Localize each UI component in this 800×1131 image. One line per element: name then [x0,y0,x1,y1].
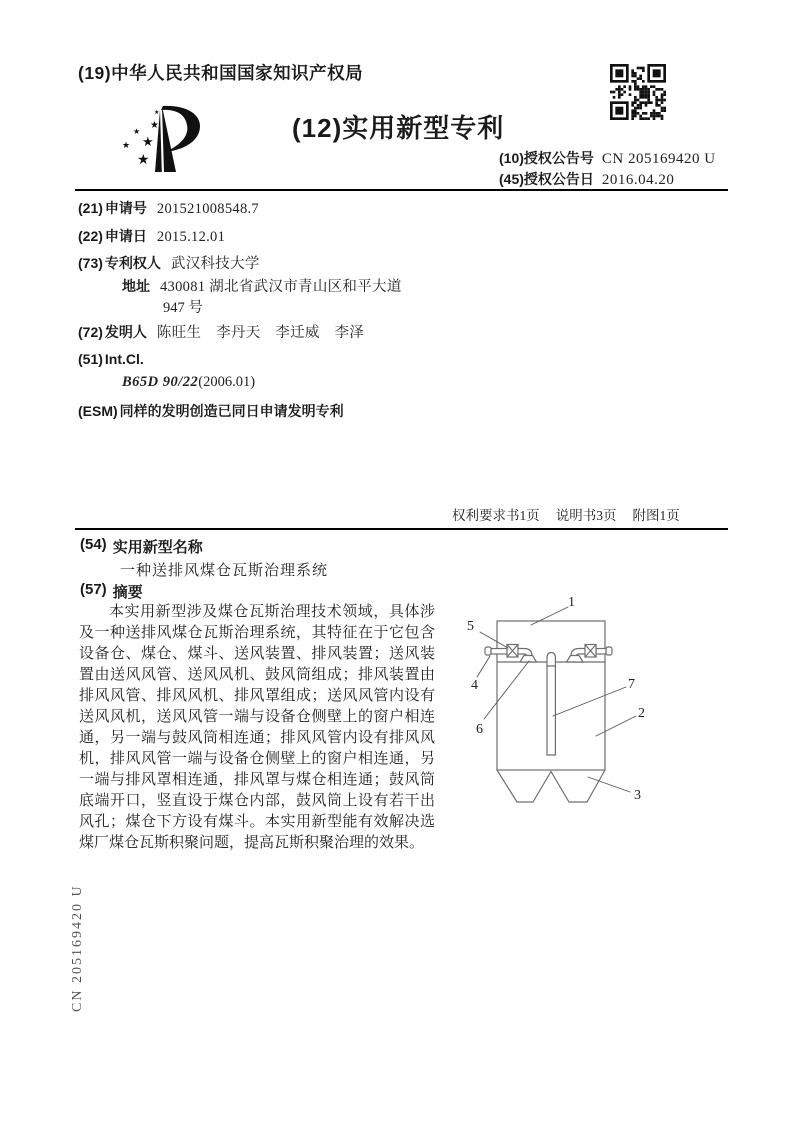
section-54-heading [80,536,203,557]
field-value: 201521008548.7 [156,201,259,217]
publication-number-line [499,148,716,168]
publication-date-line [499,169,674,189]
field-inventors [78,321,364,342]
field-label: 申请号 [104,200,147,216]
ipc-code: B65D 90/22 [122,374,199,390]
field-num: (73) [78,255,103,271]
section-divider [75,528,728,530]
ipc-version: (2006.01) [198,374,256,390]
field-num: (21) [78,200,103,216]
svg-text:★: ★ [154,110,160,116]
pub-number-label: 授权公告号 [523,150,594,166]
figure-label-2: 2 [638,706,645,721]
claims-pages: 权利要求书1页 [452,508,540,523]
field-address-line2 [163,296,203,317]
field-label: 同样的发明创造已同日申请发明专利 [119,403,344,419]
section-57-heading [80,581,143,602]
field-value: 430081 湖北省武汉市青山区和平大道 [160,279,402,295]
field-value: 陈旺生 李丹天 李迁威 李泽 [156,325,365,341]
figure-label-6: 6 [476,722,483,737]
field-value: 947 号 [163,300,203,316]
section-num: (57) [80,581,107,598]
figure-label-3: 3 [634,788,641,803]
svg-text:★: ★ [142,134,154,149]
pub-date-label: 授权公告日 [523,171,594,187]
figure-label-7: 7 [628,677,635,692]
figure-label-5: 5 [467,619,474,634]
office-name: 中华人民共和国国家知识产权局 [111,63,364,83]
field-label: 专利权人 [104,255,161,271]
pub-number-value: CN 205169420 U [601,151,716,167]
office-num: (19) [78,63,112,83]
pub-date-value: 2016.04.20 [601,172,675,188]
figure-label-4: 4 [471,678,478,693]
sidebar-doc-id: CN 205169420 U [70,884,85,1012]
field-num: (22) [78,228,103,244]
blow-tube [547,653,555,756]
pub-number-num: (10) [499,150,524,166]
field-label: 发明人 [104,324,147,340]
figure-label-1: 1 [568,595,575,610]
svg-text:★: ★ [122,140,131,150]
section-label: 摘要 [112,584,143,601]
patent-office-line [78,60,363,85]
abstract-text: 本实用新型涉及煤仓瓦斯治理技术领域，具体涉及一种送排风煤仓瓦斯治理系统，其特征在于它包含设备仓、煤仓、煤斗、送风装置、排风装置；送风装置由送风风管、送风风机、鼓风筒组成；排风装置由排风风管、排风风机、排风罩组成；送风风管内设有送风风机，送风风管一端与设备仓侧壁上的窗户相连通，另一端与鼓风筒相连通；排风风管内设有排风风机，排风风管一端与设备仓侧壁上的窗户相连通，另一端与排风罩相连通，排风罩与煤仓相连通；鼓风筒底端开口，竖直设于煤仓内部，鼓风筒上设有若干出风孔；煤仓下方设有煤斗。本实用新型能有效解决选煤厂煤仓瓦斯积聚问题，提高瓦斯积聚治理的效果。 [79,604,435,851]
svg-text:★: ★ [133,127,141,136]
figure-pages: 附图1页 [632,508,680,523]
field-label: 申请日 [104,228,147,244]
pub-date-num: (45) [499,171,524,187]
header-divider [75,189,728,191]
coal-hopper [497,770,605,802]
field-application-number [78,198,259,218]
field-ipc-class [122,374,255,391]
section-num: (54) [80,536,107,553]
svg-text:★: ★ [137,151,150,167]
field-application-date [78,226,225,246]
doc-type-title [292,108,504,145]
field-value: 武汉科技大学 [170,256,260,272]
svg-text:★: ★ [150,120,159,131]
invention-title: 一种送排风煤仓瓦斯治理系统 [120,563,329,579]
pages-info [452,504,680,524]
field-num: (51) [78,351,103,367]
field-address [122,275,402,296]
spec-pages: 说明书3页 [555,508,617,523]
field-patentee [78,252,260,273]
field-label: Int.Cl. [104,351,144,367]
field-num: (ESM) [78,403,118,419]
sipo-logo-icon [110,98,225,176]
field-label: 地址 [122,278,150,294]
field-value: 2015.12.01 [156,229,226,245]
section-label: 实用新型名称 [112,539,203,556]
patent-drawing [440,580,740,850]
field-int-cl [78,351,144,367]
doc-type-num: (12) [292,113,343,143]
qr-code-icon [610,64,666,120]
field-num: (72) [78,324,103,340]
field-esm-notice [78,401,344,421]
doc-type-name: 实用新型专利 [342,113,505,143]
